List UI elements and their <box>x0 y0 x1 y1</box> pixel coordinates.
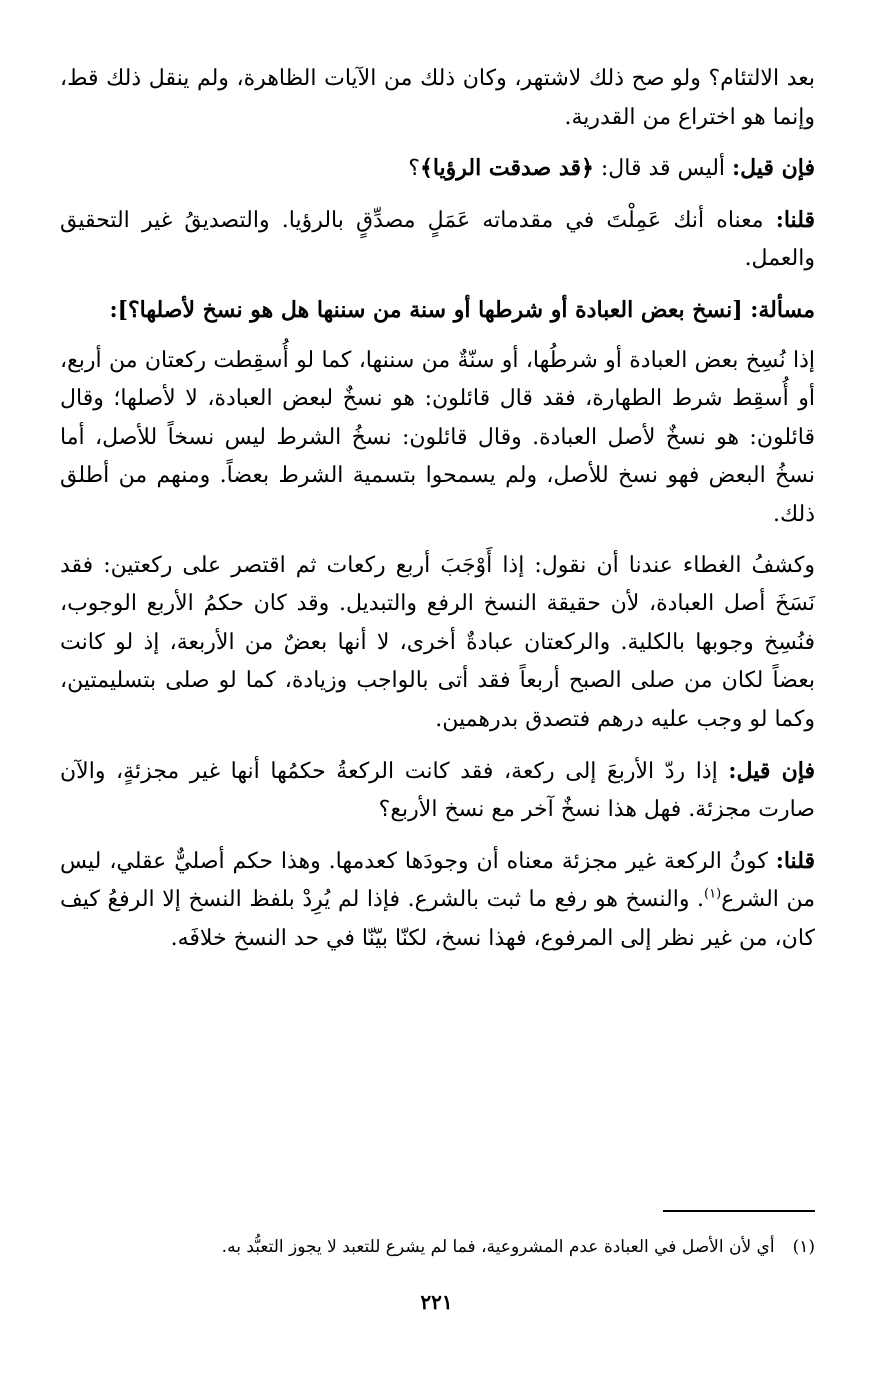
paragraph-8-text-a: كونُ الركعة غير مجزئة معناه أن وجودَها كعدمها. وهذا حكم أصليٌّ عقلي، ليس من الشرع <box>60 848 816 913</box>
paragraph-5: إذا نُسِخ بعض العبادة أو شرطُها، أو سنّةٌ من سننها، كما لو أُسقِطت ركعتان من أربع، أو أُسقِط شرط الطهارة، فقد قال قائلون: هو نسخٌ لبعض العبادة، لا لأصلها؛ وقال قائلون: هو نسخٌ لأصل العبادة. وقال قائلون: نسخُ الشرط ليس نسخاً للأصل، أما نسخُ البعض فهو نسخ للأصل، ولم يسمحوا بتسمية الشرط بعضاً. ومنهم من أطلق ذلك. <box>60 347 815 527</box>
paragraph-7-text: إذا ردّ الأربعَ إلى ركعة، فقد كانت الركعةُ حكمُها أنها غير مجزئةٍ، والآن صارت مجزئة. فهل هذا نسخٌ آخر مع نسخ الأربع؟ <box>60 758 815 823</box>
paragraph-8-text-b: . والنسخ هو رفع ما ثبت بالشرع. فإذا لم يُرِدْ بلفظ النسخ إلا الرفعُ كيف كان، من غير نظر إلى المرفوع، فهذا نسخ، لكنّا بيّنّا في حد النسخ خلافَه. <box>60 887 815 951</box>
issue-heading <box>60 291 815 330</box>
paragraph-1: بعد الالتئام؟ ولو صح ذلك لاشتهر، وكان ذلك من الآيات الظاهرة، ولم ينقل ذلك قط، وإنما هو اختراع من القدرية. <box>60 66 815 130</box>
paragraph-6: وكشفُ الغطاء عندنا أن نقول: إذا أَوْجَبَ أربع ركعات ثم اقتصر على ركعتين: فقد نَسَخَ أصل العبادة، لأن حقيقة النسخ الرفع والتبديل. وقد كان حكمُ الأربع الوجوب، فنُسِخ وجوبها بالكلية. والركعتان عبادةٌ أخرى، لا أنها بعضٌ من الأربعة، إذ لو كانت بعضاً لكان من صلى الصبح أربعاً فقد أتى بالواجب وزيادة، كما لو صلى بتسليمتين، وكما لو وجب عليه درهم فتصدق بدرهمين. <box>60 552 815 732</box>
objection-label: فإن قيل: <box>732 155 815 182</box>
paragraph-3-text: معناه أنك عَمِلْتَ في مقدماته عَمَلٍ مصدِّقٍ بالرؤيا. والتصديقُ غير التحقيق والعمل. <box>60 207 815 272</box>
reply-label-2: قلنا: <box>775 847 815 874</box>
footnote-divider <box>663 1210 815 1212</box>
paragraph-2-end: ؟ <box>408 156 420 182</box>
footnote-number: (١) <box>792 1237 815 1257</box>
page-number: ٢٢١ <box>420 1290 453 1314</box>
paragraph-2-text: أليس قد قال: <box>593 156 733 182</box>
footnote-reference: (١) <box>704 886 722 902</box>
issue-label: مسألة: <box>750 296 815 323</box>
quran-quote: ﴿قد صدقت الرؤيا﴾ <box>419 155 594 182</box>
footnote-text: أي لأن الأصل في العبادة عدم المشروعية، فما لم يشرع للتعبد لا يجوز التعبُّد به. <box>221 1237 775 1257</box>
objection-label-2: فإن قيل: <box>728 757 815 784</box>
paragraph-7 <box>60 752 815 830</box>
issue-title-text: [نسخ بعض العبادة أو شرطها أو سنة من سننها هل هو نسخ لأصلها؟]: <box>109 296 751 323</box>
footnote <box>60 1233 815 1261</box>
paragraph-8 <box>60 842 815 959</box>
page-body <box>60 60 815 958</box>
paragraph-2 <box>60 149 815 189</box>
paragraph-3 <box>60 201 815 279</box>
reply-label: قلنا: <box>775 206 815 233</box>
